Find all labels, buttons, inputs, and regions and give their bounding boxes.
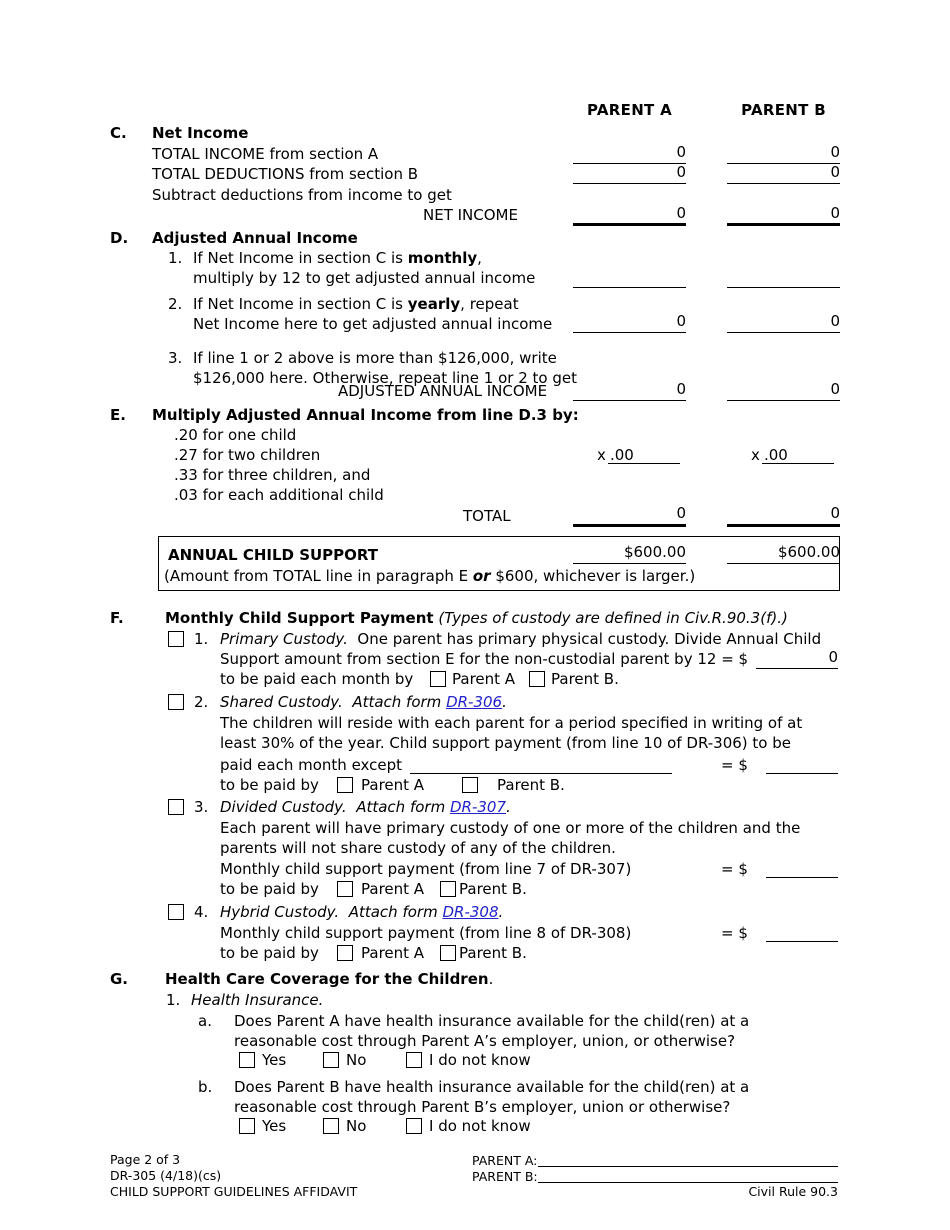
section-e-total-parent-a-value[interactable]: 0	[676, 504, 686, 522]
section-d-item-1-line-1-pre: If Net Income in section C is	[193, 249, 408, 267]
section-c-net-income-parent-b-value[interactable]: 0	[830, 204, 840, 222]
section-e-multiplier-prefix-a: x	[597, 446, 606, 464]
section-g-sub-a-line-2: reasonable cost through Parent A’s employer, union, or otherwise?	[234, 1032, 736, 1050]
checkbox-parent-a-insurance-unknown[interactable]	[406, 1052, 422, 1068]
section-e-rate-2: .33 for three children, and	[174, 466, 371, 484]
section-f-item-3-equals: = $	[721, 860, 748, 878]
section-e-multiplier-parent-b-value[interactable]: .00	[764, 446, 788, 464]
section-e-rate-0: .20 for one child	[174, 426, 297, 444]
section-f-item-2-equals: = $	[721, 756, 748, 774]
section-d-title: Adjusted Annual Income	[152, 229, 358, 247]
section-g-sub-a-option-2: I do not know	[429, 1051, 531, 1069]
section-f-item-1-line-1	[220, 629, 821, 649]
section-f-item-1-number: 1.	[194, 630, 209, 648]
footer-document-title: CHILD SUPPORT GUIDELINES AFFIDAVIT	[110, 1184, 358, 1199]
section-g-sub-b-line-2: reasonable cost through Parent B’s employer, union or otherwise?	[234, 1098, 731, 1116]
annual-child-support-note-pre: (Amount from TOTAL line in paragraph E	[164, 567, 473, 585]
section-f-item-3-body-2: parents will not share custody of any of the children.	[220, 839, 616, 857]
section-c-net-income-parent-b-rule[interactable]	[727, 223, 840, 226]
section-e-title: Multiply Adjusted Annual Income from line D.3 by:	[152, 406, 579, 424]
section-f-item-4-body-3: Monthly child support payment (from line 8 of DR-308)	[220, 924, 632, 942]
section-f-item-1-parent-a-label: Parent A	[452, 670, 516, 688]
section-f-item-1-line-2: Support amount from section E for the non-custodial parent by 12 = $	[220, 650, 749, 668]
section-e-total-parent-b-rule[interactable]	[727, 524, 840, 527]
checkbox-parent-a-insurance-no[interactable]	[323, 1052, 339, 1068]
checkbox-item-4-parent-b[interactable]	[440, 945, 456, 961]
section-g-item-1-number: 1.	[166, 991, 181, 1009]
section-g-sub-a-line-1: Does Parent A have health insurance available for the child(ren) at a	[234, 1012, 750, 1030]
section-f-item-4-parent-a-label: Parent A	[361, 944, 425, 962]
section-f-item-3-paid-by-label: to be paid by	[220, 880, 319, 898]
footer-rule-reference: Civil Rule 90.3	[748, 1184, 838, 1199]
section-g-letter: G.	[110, 970, 129, 988]
section-d-item-1-line-1	[193, 248, 482, 268]
section-f-title-line	[165, 608, 788, 628]
footer-form-number: DR-305 (4/18)(cs)	[110, 1168, 222, 1183]
section-f-item-4-attach-pre: Attach form	[348, 903, 438, 921]
section-e-multiplier-prefix-b: x	[751, 446, 760, 464]
section-c-row-1-parent-b-value[interactable]: 0	[830, 163, 840, 181]
section-e-total-parent-b-value[interactable]: 0	[830, 504, 840, 522]
section-d-item-3-parent-a-rule[interactable]	[573, 400, 686, 401]
checkbox-parent-a-insurance-yes[interactable]	[239, 1052, 255, 1068]
checkbox-item-1-parent-b[interactable]	[529, 671, 545, 687]
section-c-net-income-parent-a-rule[interactable]	[573, 223, 686, 226]
section-g-sub-a-option-1: No	[346, 1051, 367, 1069]
annual-child-support-parent-a-rule[interactable]	[573, 563, 686, 564]
section-e-total-label: TOTAL	[463, 507, 511, 525]
section-d-item-2-parent-a-value[interactable]: 0	[676, 312, 686, 330]
checkbox-parent-b-insurance-yes[interactable]	[239, 1118, 255, 1134]
section-d-item-1-line-1-post: ,	[477, 249, 482, 267]
section-f-item-3-attach-pre: Attach form	[356, 798, 446, 816]
annual-child-support-note-post: $600, whichever is larger.)	[490, 567, 696, 585]
section-c-row-1-parent-a-value[interactable]: 0	[676, 163, 686, 181]
section-f-item-3-amount-rule[interactable]	[766, 877, 838, 878]
section-f-title-note: (Types of custody are defined in Civ.R.90.3(f).)	[438, 609, 788, 627]
section-f-item-2-amount-rule[interactable]	[766, 773, 838, 774]
section-d-item-2-parent-b-value[interactable]: 0	[830, 312, 840, 330]
section-f-item-2-parent-a-label: Parent A	[361, 776, 425, 794]
section-c-row-0-label: TOTAL INCOME from section A	[152, 145, 379, 163]
section-d-item-3-parent-b-value[interactable]: 0	[830, 380, 840, 398]
section-f-item-4-amount-rule[interactable]	[766, 941, 838, 942]
column-header-parent-b: PARENT B	[741, 101, 826, 119]
link-dr-306[interactable]: DR-306	[446, 693, 503, 711]
checkbox-item-3-parent-b[interactable]	[440, 881, 456, 897]
section-e-total-parent-a-rule[interactable]	[573, 524, 686, 527]
section-d-item-3-parent-a-value[interactable]: 0	[676, 380, 686, 398]
section-g-sub-b-option-1: No	[346, 1117, 367, 1135]
annual-child-support-note	[164, 566, 695, 586]
section-f-item-2-attach-post: .	[502, 693, 507, 711]
section-d-item-2-number: 2.	[168, 295, 183, 313]
section-d-item-3-parent-b-rule[interactable]	[727, 400, 840, 401]
footer-parent-a-rule[interactable]	[538, 1166, 838, 1167]
checkbox-primary-custody[interactable]	[168, 631, 184, 647]
footer-parent-b-rule[interactable]	[538, 1182, 838, 1183]
section-f-item-4-line-1	[220, 902, 503, 922]
section-f-item-3-number: 3.	[194, 798, 209, 816]
checkbox-divided-custody[interactable]	[168, 799, 184, 815]
section-c-title: Net Income	[152, 124, 249, 142]
section-f-item-2-body-1: The children will reside with each parent for a period specified in writing of at	[220, 714, 803, 732]
section-d-item-1-line-2: multiply by 12 to get adjusted annual income	[193, 269, 536, 287]
section-f-item-4-parent-b-label: Parent B.	[459, 944, 527, 962]
section-d-item-2-line-1-post: , repeat	[460, 295, 519, 313]
section-c-row-0-parent-b-value[interactable]: 0	[830, 143, 840, 161]
section-c-letter: C.	[110, 124, 127, 142]
section-f-item-4-number: 4.	[194, 903, 209, 921]
section-f-item-1-line-1-rest: One parent has primary physical custody. Divide Annual Child	[357, 630, 822, 648]
section-d-item-2-line-1-emphasis: yearly	[407, 295, 461, 313]
section-d-item-2-parent-a-rule[interactable]	[573, 332, 686, 333]
checkbox-parent-b-insurance-unknown[interactable]	[406, 1118, 422, 1134]
section-g-title: Health Care Coverage for the Children	[165, 970, 489, 988]
section-e-multiplier-parent-a-rule[interactable]	[608, 463, 680, 464]
footer-page-label: Page 2 of 3	[110, 1152, 181, 1167]
section-d-adjusted-annual-income-label: ADJUSTED ANNUAL INCOME	[338, 382, 548, 400]
section-c-row-1-parent-a-rule[interactable]	[573, 183, 686, 184]
section-f-item-3-body-1: Each parent will have primary custody of one or more of the children and the	[220, 819, 801, 837]
section-f-item-2-attach-pre: Attach form	[352, 693, 442, 711]
checkbox-item-3-parent-a[interactable]	[337, 881, 353, 897]
section-g-sub-a-option-0: Yes	[262, 1051, 287, 1069]
section-c-row-0-parent-a-value[interactable]: 0	[676, 143, 686, 161]
section-f-item-3-parent-a-label: Parent A	[361, 880, 425, 898]
section-f-item-4-name: Hybrid Custody.	[220, 903, 340, 921]
section-f-item-4-attach-post: .	[498, 903, 504, 921]
section-c-subtract-line: Subtract deductions from income to get	[152, 186, 452, 204]
section-g-title-line	[165, 969, 493, 989]
section-g-title-period: .	[488, 970, 494, 988]
section-f-item-2-except-rule[interactable]	[410, 773, 672, 774]
section-e-multiplier-parent-a-value[interactable]: .00	[610, 446, 634, 464]
section-f-item-2-parent-b-label: Parent B.	[497, 776, 565, 794]
section-f-item-1-amount-rule[interactable]	[756, 668, 838, 669]
section-f-item-2-body-3: paid each month except	[220, 756, 403, 774]
checkbox-hybrid-custody[interactable]	[168, 904, 184, 920]
section-g-sub-b-marker: b.	[198, 1078, 213, 1096]
section-c-row-1-label: TOTAL DEDUCTIONS from section B	[152, 165, 419, 183]
section-d-item-2-line-1-pre: If Net Income in section C is	[193, 295, 408, 313]
section-f-item-2-body-2: least 30% of the year. Child support payment (from line 10 of DR-306) to be	[220, 734, 791, 752]
annual-child-support-note-or: or	[472, 567, 491, 585]
section-f-letter: F.	[110, 609, 124, 627]
footer-parent-b-label: PARENT B:	[472, 1169, 538, 1184]
checkbox-shared-custody[interactable]	[168, 694, 184, 710]
section-f-item-3-parent-b-label: Parent B.	[459, 880, 527, 898]
section-e-rate-1: .27 for two children	[174, 446, 321, 464]
section-f-item-3-line-1	[220, 797, 511, 817]
section-f-title: Monthly Child Support Payment	[165, 609, 434, 627]
section-f-item-4-paid-by-label: to be paid by	[220, 944, 319, 962]
annual-child-support-heading: ANNUAL CHILD SUPPORT	[168, 546, 379, 564]
column-header-parent-a: PARENT A	[586, 101, 673, 119]
annual-child-support-parent-a-value[interactable]: $600.00	[623, 543, 686, 561]
section-d-item-2-parent-b-rule[interactable]	[727, 332, 840, 333]
section-d-item-1-line-1-emphasis: monthly	[407, 249, 478, 267]
section-g-sub-b-option-2: I do not know	[429, 1117, 531, 1135]
section-d-item-2-line-1	[193, 294, 519, 314]
checkbox-parent-b-insurance-no[interactable]	[323, 1118, 339, 1134]
section-f-item-3-body-3: Monthly child support payment (from line 7 of DR-307)	[220, 860, 632, 878]
section-c-net-income-parent-a-value[interactable]: 0	[676, 204, 686, 222]
section-f-item-1-parent-b-label: Parent B.	[551, 670, 619, 688]
section-e-rate-3: .03 for each additional child	[174, 486, 384, 504]
checkbox-item-1-parent-a[interactable]	[430, 671, 446, 687]
section-d-item-1-parent-a-rule[interactable]	[573, 287, 686, 288]
section-g-sub-b-line-1: Does Parent B have health insurance available for the child(ren) at a	[234, 1078, 750, 1096]
section-f-item-4-equals: = $	[721, 924, 748, 942]
section-f-item-2-name: Shared Custody.	[220, 693, 343, 711]
section-f-item-1-paid-by-label: to be paid each month by	[220, 670, 414, 688]
section-f-item-3-attach-post: .	[506, 798, 511, 816]
section-f-item-2-line-1	[220, 692, 507, 712]
section-f-item-1-amount[interactable]: 0	[828, 648, 838, 666]
annual-child-support-parent-b-value[interactable]: $600.00	[777, 543, 840, 561]
section-d-item-3-line-1: If line 1 or 2 above is more than $126,000, write	[193, 349, 557, 367]
footer-parent-a-label: PARENT A:	[472, 1153, 538, 1168]
link-dr-308[interactable]: DR-308	[442, 903, 499, 921]
link-dr-307[interactable]: DR-307	[449, 798, 506, 816]
checkbox-item-2-parent-a[interactable]	[337, 777, 353, 793]
section-d-item-2-line-2: Net Income here to get adjusted annual income	[193, 315, 553, 333]
checkbox-item-2-parent-b[interactable]	[462, 777, 478, 793]
annual-child-support-parent-b-rule[interactable]	[727, 563, 840, 564]
section-f-item-2-number: 2.	[194, 693, 209, 711]
checkbox-item-4-parent-a[interactable]	[337, 945, 353, 961]
section-d-item-3-line-2: $126,000 here. Otherwise, repeat line 1 or 2 to get	[193, 369, 577, 387]
section-e-letter: E.	[110, 406, 126, 424]
section-d-item-3-number: 3.	[168, 349, 183, 367]
section-f-item-1-name: Primary Custody.	[220, 630, 348, 648]
section-g-sub-b-option-0: Yes	[262, 1117, 287, 1135]
section-g-sub-a-marker: a.	[198, 1012, 212, 1030]
section-c-net-income-label: NET INCOME	[423, 206, 518, 224]
section-d-item-1-parent-b-rule[interactable]	[727, 287, 840, 288]
section-d-item-1-number: 1.	[168, 249, 183, 267]
section-d-letter: D.	[110, 229, 129, 247]
section-c-row-1-parent-b-rule[interactable]	[727, 183, 840, 184]
section-f-item-2-paid-by-label: to be paid by	[220, 776, 319, 794]
section-g-item-1-name: Health Insurance.	[191, 991, 324, 1009]
section-e-multiplier-parent-b-rule[interactable]	[762, 463, 834, 464]
section-f-item-3-name: Divided Custody.	[220, 798, 347, 816]
